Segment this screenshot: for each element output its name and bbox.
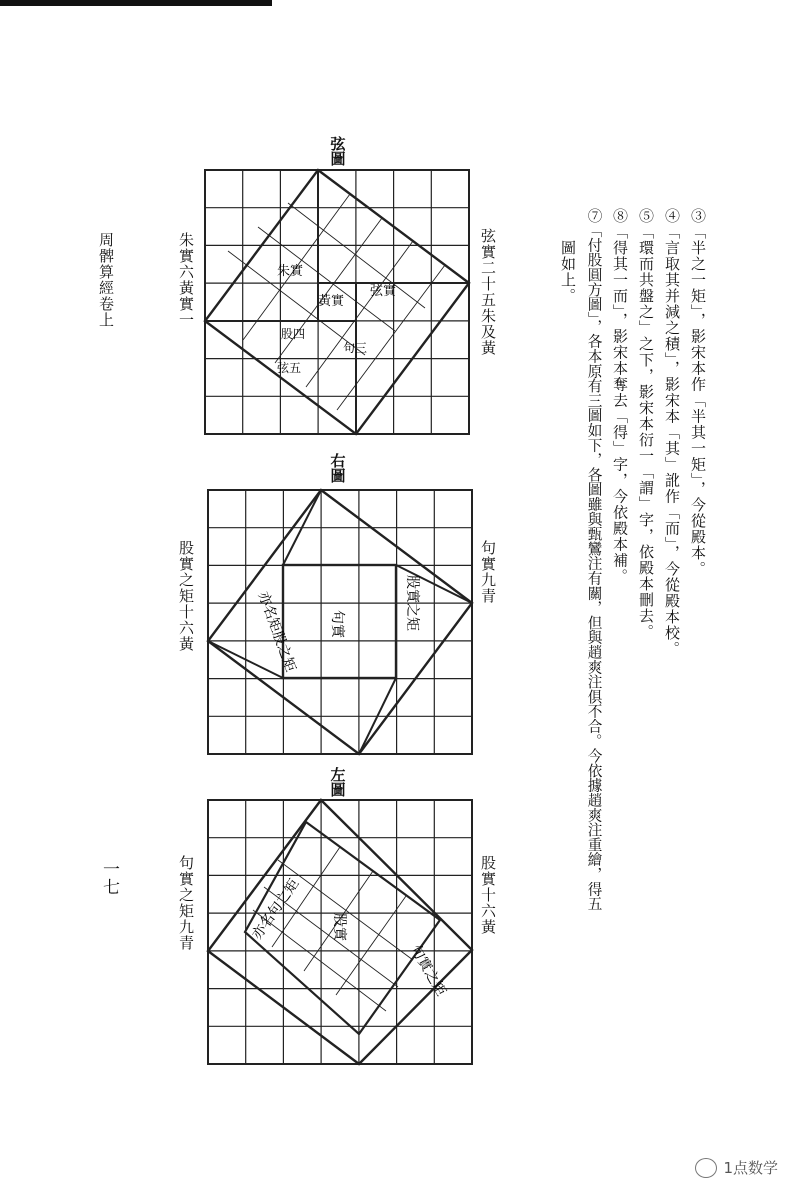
note-4: ④「言取其并減之積」，影宋本「其」訛作「而」，今從殿本校。 (663, 208, 681, 657)
figure2-right-caption: 句實九青 (479, 540, 497, 604)
figure1-title: 弦圖 (328, 136, 347, 166)
figure2-label-yiming: 亦名矩股之矩 (254, 589, 299, 674)
running-title: 周髀算經卷上 (97, 232, 115, 328)
note-7: ⑦「付股圓方圖」，各本原有三圖如下，各圖雖與甄鸞注有關，但與趙爽注俱不合。今依據趙爽注重繪，得五 (585, 208, 603, 912)
note-3: ③「半之一矩」，影宋本作「半其一矩」，今從殿本。 (689, 208, 707, 577)
figure3-right-caption: 股實十六黃 (479, 855, 497, 935)
figure3-label-gushi: 股實 (331, 913, 347, 941)
figure2-label-gushizhiju: 股實之矩 (404, 575, 420, 631)
figure2-left-caption: 股實之矩十六黃 (177, 540, 195, 652)
figure1-label-gou: 句三 (343, 341, 368, 355)
figure1-right-caption: 弦實二十五朱及黃 (479, 228, 497, 356)
note-8: ⑧「得其一而」，影宋本奪去「得」字，今依殿本補。 (611, 208, 629, 585)
figure3-grid-diagram (208, 800, 472, 1064)
figure2-label-goushi: 句實 (329, 610, 345, 638)
figure1-label-huangshi: 黃實 (318, 294, 345, 309)
wechat-icon (695, 1158, 717, 1178)
top-rule (0, 0, 272, 6)
figure1-label-zhushi: 朱實 (277, 264, 304, 279)
note-7-continued: 圖如上。 (559, 240, 577, 304)
figure1-label-gu: 股四 (281, 327, 306, 341)
figure1-label-xianshi: 弦實 (370, 284, 397, 299)
figure3-label-yiming: 亦名句之矩 (249, 876, 303, 943)
figure1-left-caption: 朱實六黃實一 (177, 232, 195, 328)
figure1-grid-diagram (205, 170, 469, 434)
page-number: 一七 (99, 860, 119, 896)
figure1-label-xian: 弦五 (277, 361, 302, 375)
figure2-title: 右圖 (328, 453, 347, 483)
figure2-grid-diagram (208, 490, 472, 754)
watermark-text: 1点数学 (723, 1159, 778, 1177)
watermark (695, 1157, 778, 1178)
figure3-left-caption: 句實之矩九青 (177, 855, 195, 951)
figure3-title: 左圖 (328, 767, 347, 797)
figure3-label-goushizhiju: 句實之矩 (407, 942, 449, 999)
note-5: ⑤「環而共盤之」之下，影宋本衍一「謂」字，依殿本刪去。 (637, 208, 655, 640)
